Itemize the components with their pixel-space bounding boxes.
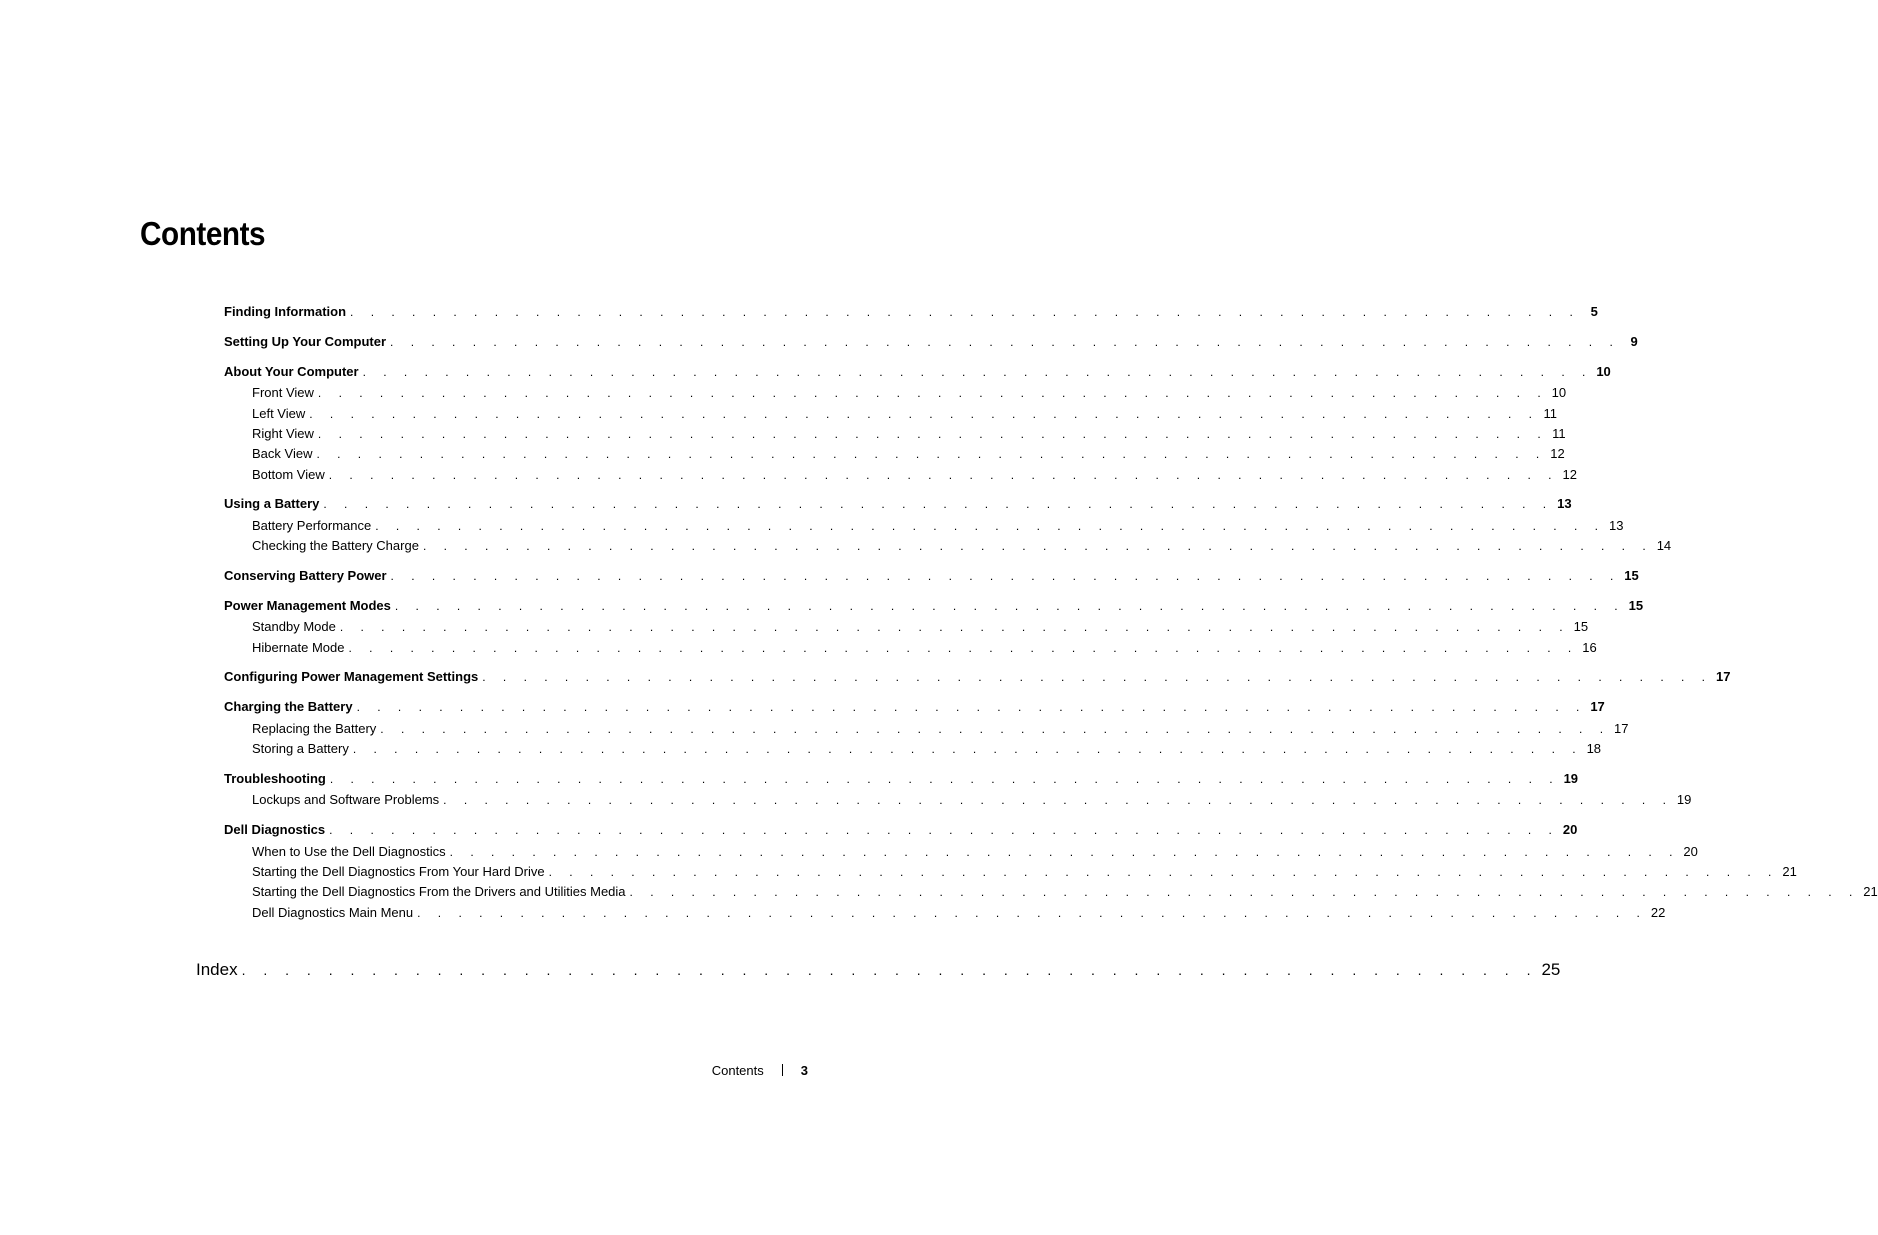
toc-dot-leader: . . . . . . . . . . . . . . . . . . . . . . . . . . . . . . . . . . . . . . . . . . . . . . . . . . . . . . . . . . . .: [316, 447, 1547, 461]
toc-entry-title: Using a Battery: [224, 496, 320, 511]
toc-index-page-number: 25: [1541, 960, 1561, 979]
toc-entry-page-number: 21: [1782, 864, 1797, 879]
toc-dot-leader: . . . . . . . . . . . . . . . . . . . . . . . . . . . . . . . . . . . . . . . . . . . . . . . . . . . . . . . . . . . .: [328, 468, 1559, 482]
toc-section-entry[interactable]: [252, 406, 1557, 422]
toc-entry-page-number: 17: [1716, 669, 1731, 684]
footer-separator: [782, 1064, 783, 1076]
toc-entry-page-number: 17: [1614, 721, 1629, 736]
toc-section-entry[interactable]: [252, 884, 1878, 900]
toc-entry-title: Dell Diagnostics Main Menu: [252, 905, 414, 920]
toc-dot-leader: . . . . . . . . . . . . . . . . . . . . . . . . . . . . . . . . . . . . . . . . . . . . . . . . . . . . . . . . . . . .: [482, 670, 1712, 684]
toc-dot-leader: . . . . . . . . . . . . . . . . . . . . . . . . . . . . . . . . . . . . . . . . . . . . . . . . . . . . . . . . . . . .: [317, 386, 1548, 400]
toc-entry-page-number: 19: [1563, 771, 1579, 786]
toc-entry-page-number: 15: [1573, 619, 1589, 634]
toc-entry-page-number: 13: [1608, 518, 1624, 533]
toc-dot-leader: . . . . . . . . . . . . . . . . . . . . . . . . . . . . . . . . . . . . . . . . . . . . . . . . . . . . . . . . . . . .: [241, 962, 1538, 978]
toc-entry-page-number: 11: [1543, 406, 1557, 421]
toc-entry-page-number: 15: [1628, 598, 1644, 613]
toc-dot-leader: . . . . . . . . . . . . . . . . . . . . . . . . . . . . . . . . . . . . . . . . . . . . . . . . . . . . . . . . . . . .: [329, 772, 1560, 786]
toc-entry-title: Configuring Power Management Settings: [224, 669, 479, 684]
toc-index-entry[interactable]: [196, 960, 1561, 980]
toc-dot-leader: . . . . . . . . . . . . . . . . . . . . . . . . . . . . . . . . . . . . . . . . . . . . . . . . . . . . . . . . . . . .: [390, 335, 1620, 349]
toc-dot-leader: . . . . . . . . . . . . . . . . . . . . . . . . . . . . . . . . . . . . . . . . . . . . . . . . . . . . . . . . . . . .: [548, 865, 1779, 879]
toc-section-entry[interactable]: [252, 467, 1577, 483]
toc-entry-page-number: 10: [1551, 385, 1567, 400]
toc-entry-page-number: 13: [1557, 496, 1572, 511]
toc-entry-title: Finding Information: [224, 304, 347, 319]
toc-dot-leader: . . . . . . . . . . . . . . . . . . . . . . . . . . . . . . . . . . . . . . . . . . . . . . . . . . . . . . . . . . . .: [380, 722, 1611, 736]
toc-entry-title: Lockups and Software Problems: [252, 792, 440, 807]
toc-entry-title: Starting the Dell Diagnostics From the Drivers and Utilities Media: [252, 884, 626, 899]
toc-entry-title: Storing a Battery: [252, 741, 349, 756]
toc-entry-title: Setting Up Your Computer: [224, 334, 387, 349]
toc-section-entry[interactable]: [252, 844, 1698, 860]
toc-entry-page-number: 14: [1656, 538, 1672, 553]
toc-dot-leader: . . . . . . . . . . . . . . . . . . . . . . . . . . . . . . . . . . . . . . . . . . . . . . . . . . . . . . . . . . . .: [317, 427, 1548, 441]
toc-section-entry[interactable]: [252, 426, 1566, 442]
toc-index-title: Index: [196, 960, 238, 979]
toc-entry-title: Back View: [252, 446, 313, 461]
toc-entry-page-number: 5: [1590, 304, 1598, 319]
toc-chapter-entry[interactable]: [224, 496, 1572, 512]
toc-dot-leader: . . . . . . . . . . . . . . . . . . . . . . . . . . . . . . . . . . . . . . . . . . . . . . . . . . . . . . . . . . . .: [350, 305, 1580, 319]
toc-dot-leader: . . . . . . . . . . . . . . . . . . . . . . . . . . . . . . . . . . . . . . . . . . . . . . . . . . . . . . . . . . . .: [329, 823, 1559, 837]
footer-section-name: Contents: [711, 1062, 764, 1078]
page-title: Contents: [140, 215, 266, 252]
toc-entry-title: Hibernate Mode: [252, 640, 345, 655]
toc-chapter-entry[interactable]: [224, 822, 1578, 838]
toc-section-entry[interactable]: [252, 538, 1672, 554]
toc-section-entry[interactable]: [252, 385, 1567, 401]
toc-entry-page-number: 20: [1562, 822, 1578, 837]
toc-entry-page-number: 20: [1683, 844, 1698, 859]
toc-dot-leader: . . . . . . . . . . . . . . . . . . . . . . . . . . . . . . . . . . . . . . . . . . . . . . . . . . . . . . . . . . . .: [356, 700, 1587, 714]
toc-entry-page-number: 16: [1582, 640, 1597, 655]
toc-chapter-entry[interactable]: [224, 669, 1731, 685]
toc-dot-leader: . . . . . . . . . . . . . . . . . . . . . . . . . . . . . . . . . . . . . . . . . . . . . . . . . . . . . . . . . . . .: [417, 906, 1647, 920]
toc-dot-leader: . . . . . . . . . . . . . . . . . . . . . . . . . . . . . . . . . . . . . . . . . . . . . . . . . . . . . . . . . . . .: [362, 365, 1593, 379]
toc-entry-page-number: 19: [1676, 792, 1692, 807]
toc-section-entry[interactable]: [252, 446, 1565, 462]
toc-chapter-entry[interactable]: [224, 699, 1605, 715]
toc-chapter-entry[interactable]: [224, 771, 1579, 787]
toc-entry-page-number: 10: [1596, 364, 1611, 379]
toc-entry-title: Starting the Dell Diagnostics From Your Hard Drive: [252, 864, 545, 879]
toc-entry-page-number: 21: [1863, 884, 1878, 899]
toc-dot-leader: . . . . . . . . . . . . . . . . . . . . . . . . . . . . . . . . . . . . . . . . . . . . . . . . . . . . . . . . . . . .: [348, 641, 1579, 655]
toc-entry-title: Charging the Battery: [224, 699, 353, 714]
toc-section-entry[interactable]: [252, 721, 1629, 737]
toc-chapter-entry[interactable]: [224, 598, 1644, 614]
toc-dot-leader: . . . . . . . . . . . . . . . . . . . . . . . . . . . . . . . . . . . . . . . . . . . . . . . . . . . . . . . . . . . .: [394, 599, 1625, 613]
toc-entry-title: Front View: [252, 385, 314, 400]
toc-section-entry[interactable]: [252, 518, 1624, 534]
toc-entry-page-number: 12: [1562, 467, 1577, 482]
toc-entry-title: Troubleshooting: [224, 771, 326, 786]
toc-entry-title: Dell Diagnostics: [224, 822, 326, 837]
toc-dot-leader: . . . . . . . . . . . . . . . . . . . . . . . . . . . . . . . . . . . . . . . . . . . . . . . . . . . . . . . . . . . .: [309, 407, 1539, 421]
toc-dot-leader: . . . . . . . . . . . . . . . . . . . . . . . . . . . . . . . . . . . . . . . . . . . . . . . . . . . . . . . . . . . .: [443, 793, 1673, 807]
page-footer: [690, 1061, 808, 1079]
toc-dot-leader: . . . . . . . . . . . . . . . . . . . . . . . . . . . . . . . . . . . . . . . . . . . . . . . . . . . . . . . . . . . .: [339, 620, 1570, 634]
toc-section-entry[interactable]: [252, 640, 1597, 656]
toc-entry-title: Replacing the Battery: [252, 721, 377, 736]
toc-dot-leader: . . . . . . . . . . . . . . . . . . . . . . . . . . . . . . . . . . . . . . . . . . . . . . . . . . . . . . . . . . . .: [629, 885, 1860, 899]
toc-entry-title: Conserving Battery Power: [224, 568, 387, 583]
toc-entry-title: Power Management Modes: [224, 598, 391, 613]
toc-dot-leader: . . . . . . . . . . . . . . . . . . . . . . . . . . . . . . . . . . . . . . . . . . . . . . . . . . . . . . . . . . . .: [375, 519, 1605, 533]
toc-section-entry[interactable]: [252, 792, 1692, 808]
footer-page-number: 3: [800, 1062, 808, 1078]
toc-chapter-entry[interactable]: [224, 364, 1611, 380]
toc-entry-title: Standby Mode: [252, 619, 336, 634]
toc-entry-page-number: 15: [1624, 568, 1639, 583]
toc-dot-leader: . . . . . . . . . . . . . . . . . . . . . . . . . . . . . . . . . . . . . . . . . . . . . . . . . . . . . . . . . . . .: [352, 742, 1583, 756]
toc-entry-title: Right View: [252, 426, 314, 441]
toc-entry-title: Checking the Battery Charge: [252, 538, 419, 553]
toc-chapter-entry[interactable]: [224, 568, 1639, 584]
toc-chapter-entry[interactable]: [224, 304, 1598, 320]
toc-section-entry[interactable]: [252, 864, 1797, 880]
toc-section-entry[interactable]: [252, 741, 1602, 757]
toc-section-entry[interactable]: [252, 619, 1589, 635]
toc-dot-leader: . . . . . . . . . . . . . . . . . . . . . . . . . . . . . . . . . . . . . . . . . . . . . . . . . . . . . . . . . . . .: [449, 845, 1680, 859]
toc-entry-page-number: 9: [1630, 334, 1638, 349]
toc-entry-page-number: 18: [1586, 741, 1602, 756]
toc-entry-title: Bottom View: [252, 467, 325, 482]
toc-section-entry[interactable]: [252, 905, 1666, 921]
toc-entry-page-number: 17: [1590, 699, 1605, 714]
toc-entry-title: Left View: [252, 406, 306, 421]
toc-entry-title: When to Use the Dell Diagnostics: [252, 844, 446, 859]
toc-dot-leader: . . . . . . . . . . . . . . . . . . . . . . . . . . . . . . . . . . . . . . . . . . . . . . . . . . . . . . . . . . . .: [422, 539, 1653, 553]
toc-dot-leader: . . . . . . . . . . . . . . . . . . . . . . . . . . . . . . . . . . . . . . . . . . . . . . . . . . . . . . . . . . . .: [390, 569, 1621, 583]
toc-entry-title: Battery Performance: [252, 518, 372, 533]
toc-entry-page-number: 12: [1550, 446, 1565, 461]
toc-chapter-entry[interactable]: [224, 334, 1638, 350]
toc-entry-page-number: 11: [1552, 426, 1566, 441]
toc-entry-title: About Your Computer: [224, 364, 359, 379]
toc-entry-page-number: 22: [1650, 905, 1666, 920]
toc-dot-leader: . . . . . . . . . . . . . . . . . . . . . . . . . . . . . . . . . . . . . . . . . . . . . . . . . . . . . . . . . . . .: [323, 497, 1554, 511]
